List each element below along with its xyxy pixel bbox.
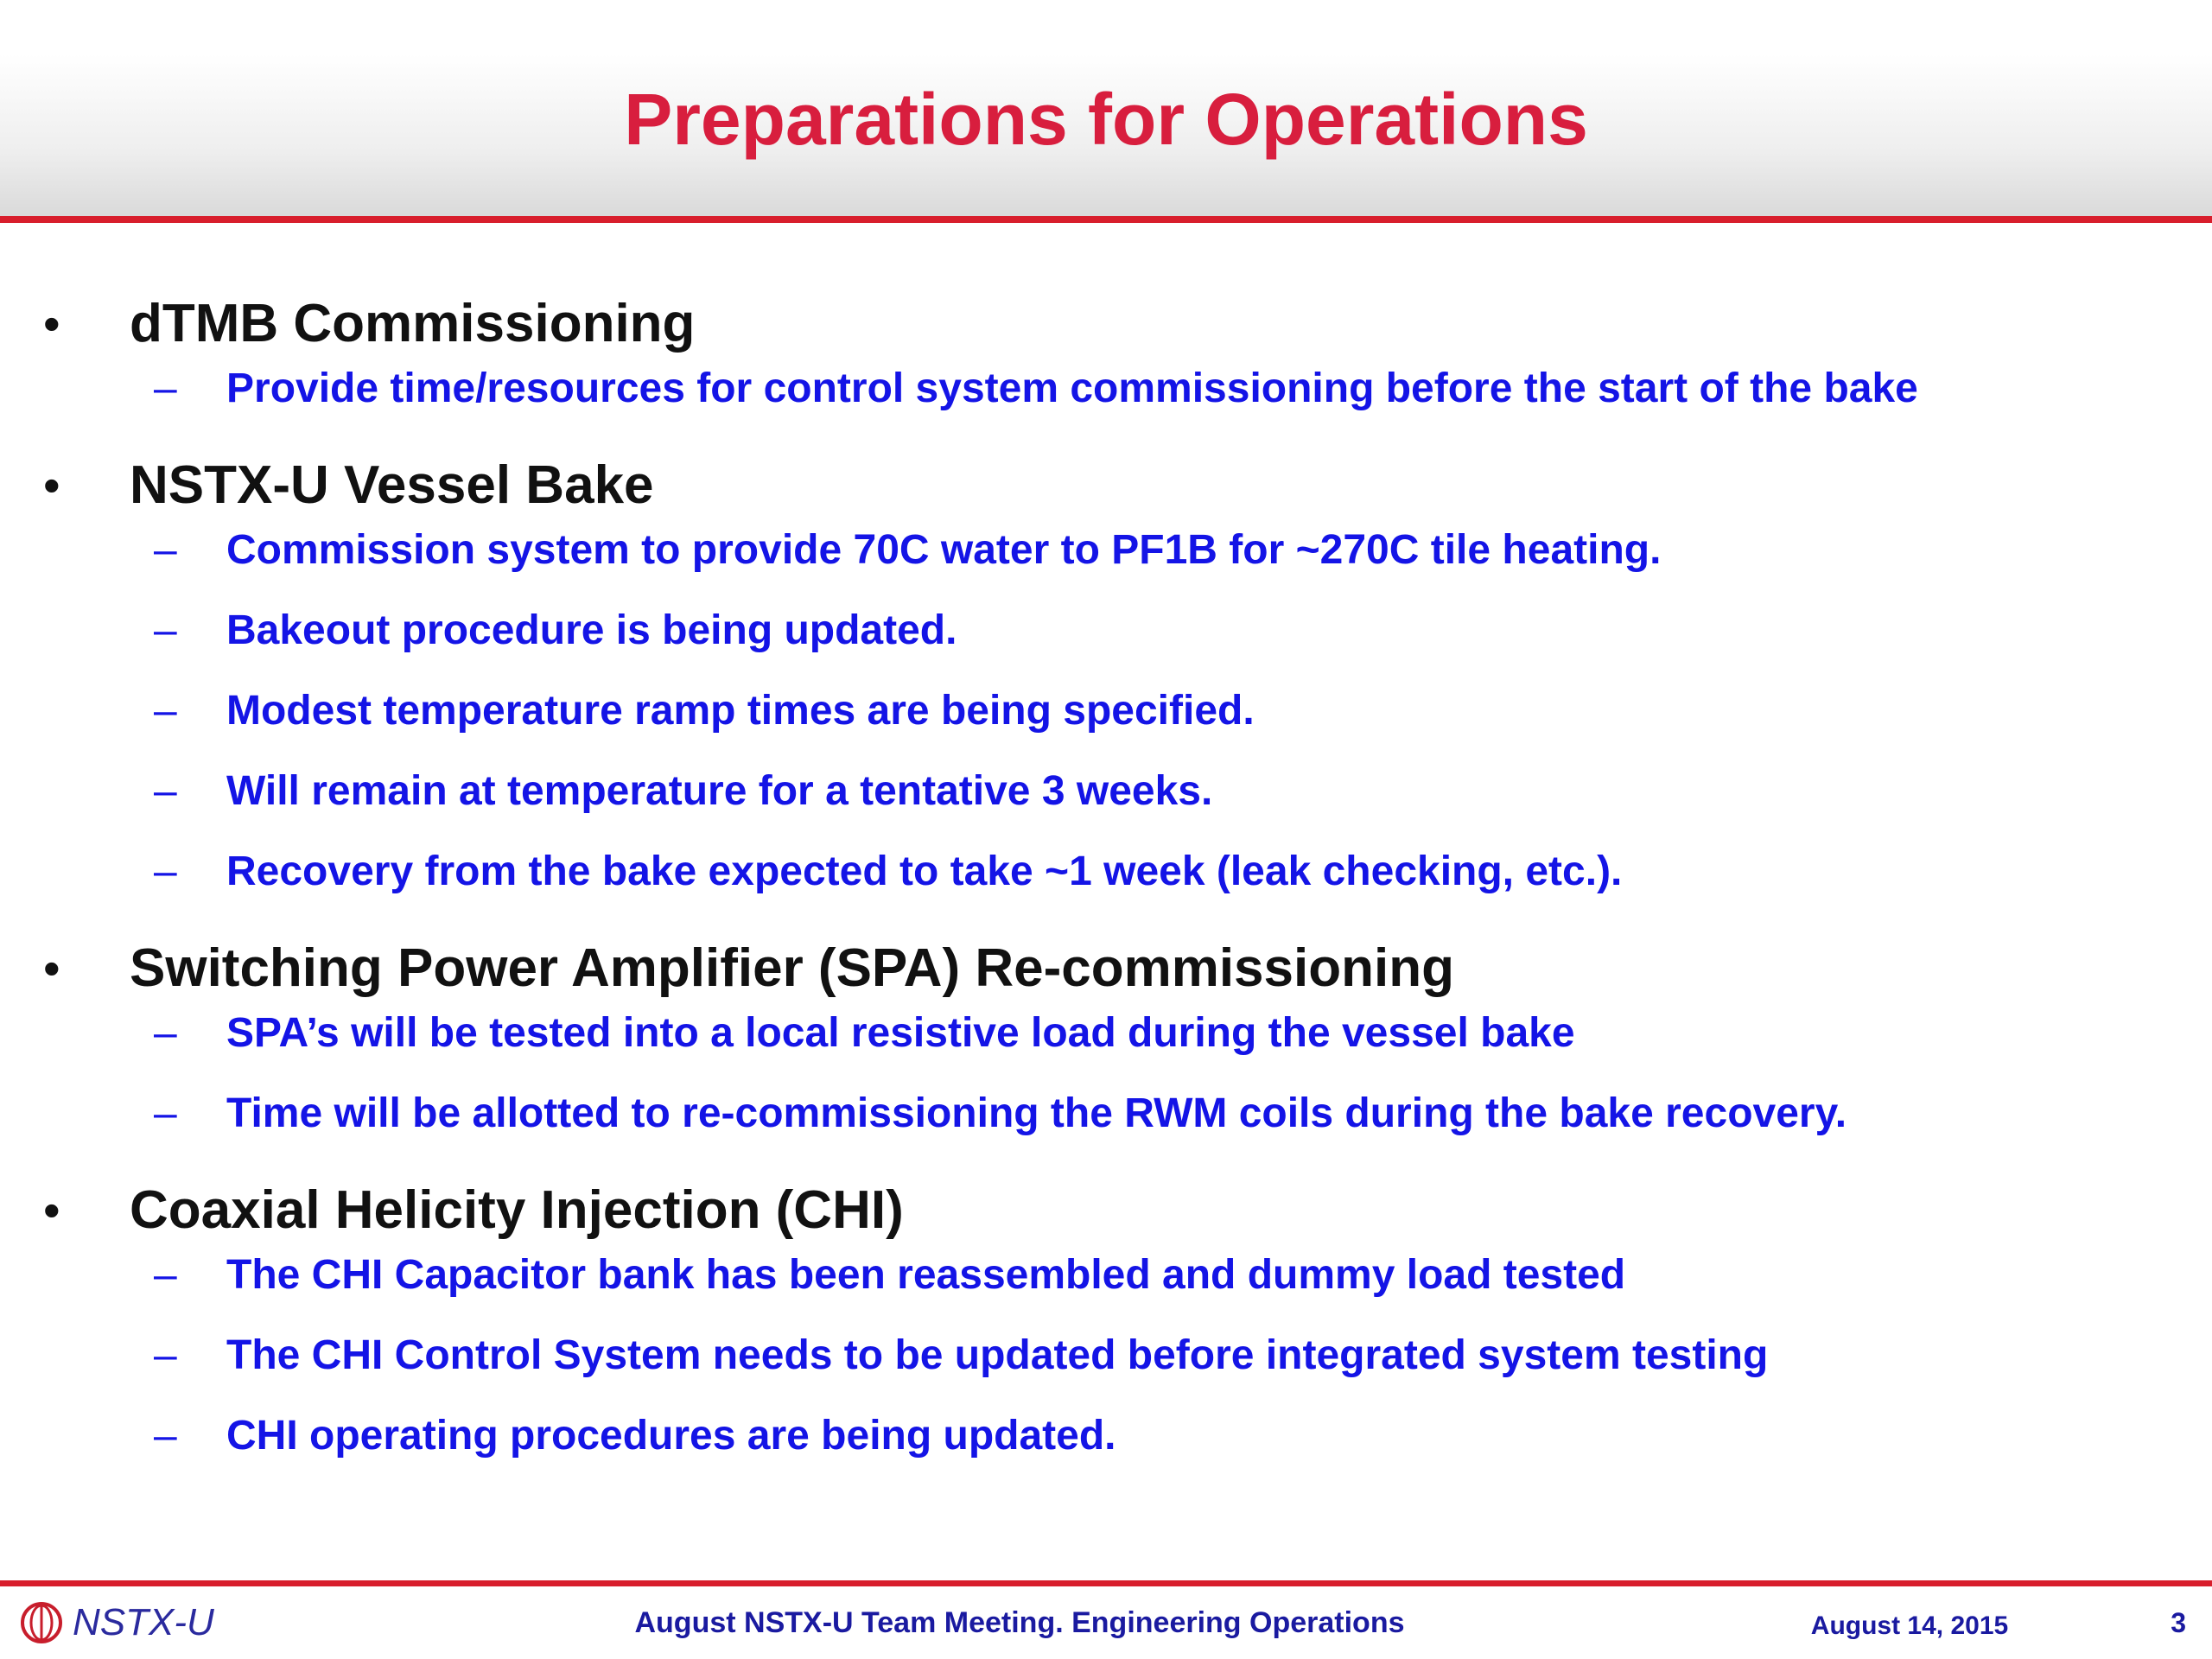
sub-item-text: Time will be allotted to re-commissioning the RWM coils during the bake recovery. bbox=[226, 1090, 1847, 1136]
bullet-heading: Switching Power Amplifier (SPA) Re-commissioning bbox=[130, 938, 1454, 998]
dash-icon: – bbox=[154, 1010, 177, 1056]
sub-item bbox=[0, 520, 2212, 601]
sub-item bbox=[0, 1325, 2212, 1406]
sub-item-text: Modest temperature ramp times are being specified. bbox=[226, 688, 1255, 734]
sub-list bbox=[0, 1003, 2212, 1164]
sub-item-text: Bakeout procedure is being updated. bbox=[226, 607, 957, 653]
sub-item-text: CHI operating procedures are being updated. bbox=[226, 1413, 1116, 1459]
sub-item bbox=[0, 1406, 2212, 1486]
sub-item bbox=[0, 761, 2212, 842]
sub-list bbox=[0, 1245, 2212, 1486]
bullet-icon: • bbox=[43, 296, 60, 351]
sub-item bbox=[0, 1245, 2212, 1325]
bullet-icon: • bbox=[43, 1183, 60, 1237]
bullet-row bbox=[0, 934, 2212, 1003]
sub-item bbox=[0, 359, 2212, 439]
dash-icon: – bbox=[154, 1252, 177, 1298]
sub-item-text: Recovery from the bake expected to take ~1 week (leak checking, etc.). bbox=[226, 849, 1623, 894]
bullet-icon: • bbox=[43, 941, 60, 995]
dash-icon: – bbox=[154, 849, 177, 894]
bullet-row bbox=[0, 1176, 2212, 1245]
sub-list bbox=[0, 359, 2212, 439]
dash-icon: – bbox=[154, 688, 177, 734]
dash-icon: – bbox=[154, 1413, 177, 1459]
sub-item-text: The CHI Control System needs to be updated before integrated system testing bbox=[226, 1332, 1769, 1378]
dash-icon: – bbox=[154, 607, 177, 653]
sub-item bbox=[0, 681, 2212, 761]
slide-title: Preparations for Operations bbox=[624, 79, 1588, 160]
dash-icon: – bbox=[154, 1332, 177, 1378]
section-chi bbox=[0, 1176, 2212, 1486]
bullet-icon: • bbox=[43, 458, 60, 512]
footer-date: August 14, 2015 bbox=[1810, 1611, 2009, 1640]
footer-meeting-title: August NSTX-U Team Meeting. Engineering Operations bbox=[634, 1606, 1405, 1639]
sub-item-text: Commission system to provide 70C water to PF1B for ~270C tile heating. bbox=[226, 527, 1662, 573]
title-divider bbox=[0, 216, 2212, 223]
bullet-heading: Coaxial Helicity Injection (CHI) bbox=[130, 1180, 904, 1240]
dash-icon: – bbox=[154, 768, 177, 814]
sub-item-text: The CHI Capacitor bank has been reassembled and dummy load tested bbox=[226, 1252, 1626, 1298]
sub-item bbox=[0, 601, 2212, 681]
dash-icon: – bbox=[154, 365, 177, 411]
sub-item bbox=[0, 1003, 2212, 1084]
sub-list bbox=[0, 520, 2212, 922]
slide-content bbox=[0, 289, 2212, 1498]
dash-icon: – bbox=[154, 1090, 177, 1136]
bullet-row bbox=[0, 289, 2212, 359]
page-number: 3 bbox=[2171, 1607, 2186, 1638]
logo-text: NSTX-U bbox=[73, 1601, 214, 1643]
bullet-row bbox=[0, 451, 2212, 520]
footer-divider bbox=[0, 1580, 2212, 1586]
sub-item bbox=[0, 842, 2212, 922]
nstx-logo-icon bbox=[19, 1600, 64, 1645]
bullet-heading: NSTX-U Vessel Bake bbox=[130, 455, 654, 515]
sub-item-text: Will remain at temperature for a tentative 3 weeks. bbox=[226, 768, 1213, 814]
dash-icon: – bbox=[154, 527, 177, 573]
sub-item bbox=[0, 1084, 2212, 1164]
bullet-heading: dTMB Commissioning bbox=[130, 294, 696, 353]
section-dtmb bbox=[0, 289, 2212, 439]
sub-item-text: Provide time/resources for control system commissioning before the start of the bake bbox=[226, 365, 1918, 411]
sub-item-text: SPA’s will be tested into a local resistive load during the vessel bake bbox=[226, 1010, 1575, 1056]
section-spa bbox=[0, 934, 2212, 1164]
section-vessel-bake bbox=[0, 451, 2212, 922]
